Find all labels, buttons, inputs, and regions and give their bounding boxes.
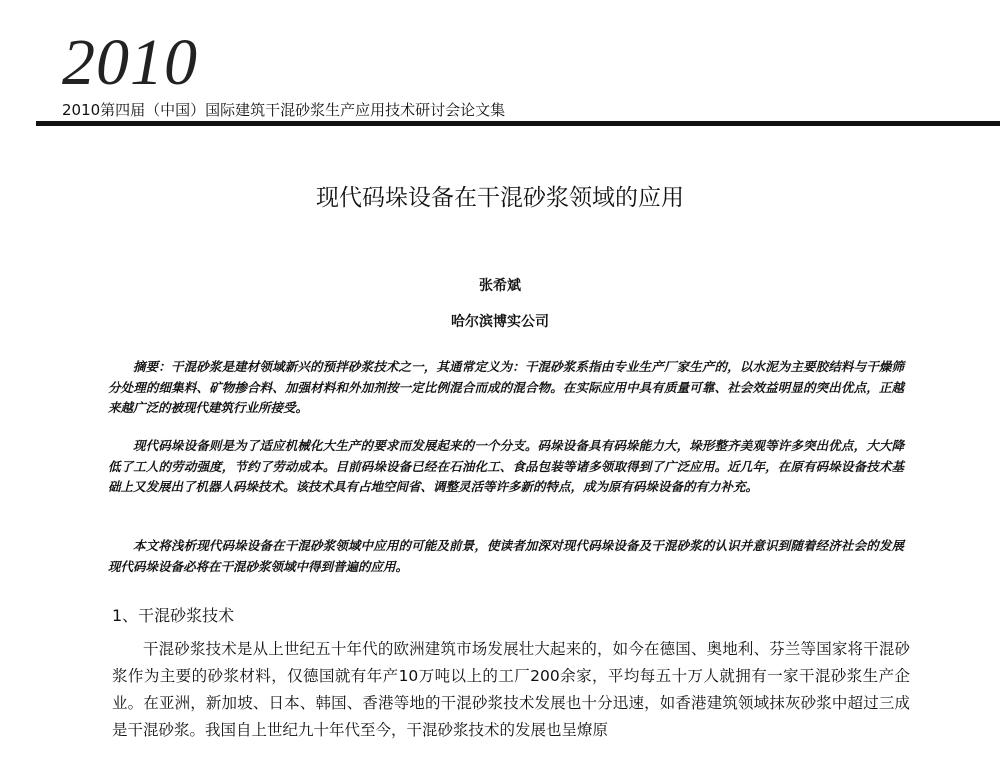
author-affiliation: 哈尔滨博实公司 — [451, 314, 549, 330]
abstract-paragraph: 摘要：干混砂浆是建材领域新兴的预拌砂浆技术之一，其通常定义为：干混砂浆系指由专业生产厂家生产的，以水泥为主要胶结料与干燥筛分处理的细集料、矿物掺合料、加强材料和外加剂按一定比例混合而成的混合物。在实际应用中具有质量可靠、社会效益明显的突出优点，正越来越广泛的被现代建筑行业所接受。 — [108, 359, 904, 415]
section-heading: 1、干混砂浆技术 — [112, 606, 235, 625]
proceedings-title: 2010第四届（中国）国际建筑干混砂浆生产应用技术研讨会论文集 — [62, 101, 506, 119]
header-year: 2010 — [62, 26, 198, 99]
paper-title: 现代码垛设备在干混砂浆领域的应用 — [316, 185, 684, 211]
body-paragraph: 干混砂浆技术是从上世纪五十年代的欧洲建筑市场发展壮大起来的，如今在德国、奥地利、芬兰等国家将干混砂浆作为主要的砂浆材料，仅德国就有年产10万吨以上的工厂200余家，平均每五十万人就拥有一家干混砂浆生产企业。在亚洲，新加坡、日本、韩国、香港等地的干混砂浆技术发展也十分迅速，如香港建筑领域抹灰砂浆中超过三成是干混砂浆。我国自上世纪九十年代至今，干混砂浆技术的发展也呈燎原 — [112, 640, 910, 739]
author-name: 张希斌 — [479, 278, 521, 294]
abstract-paragraph: 本文将浅析现代码垛设备在干混砂浆领域中应用的可能及前景，使读者加深对现代码垛设备及干混砂浆的认识并意识到随着经济社会的发展现代码垛设备必将在干混砂浆领域中得到普遍的应用。 — [108, 538, 904, 574]
header-divider — [36, 121, 1000, 126]
abstract-paragraph: 现代码垛设备则是为了适应机械化大生产的要求而发展起来的一个分支。码垛设备具有码垛能力大，垛形整齐美观等许多突出优点，大大降低了工人的劳动强度，节约了劳动成本。目前码垛设备已经在石油化工、食品包装等诸多领取得到了广泛应用。近几年，在原有码垛设备技术基础上又发展出了机器人码垛技术。该技术具有占地空间省、调整灵活等许多新的特点，成为原有码垛设备的有力补充。 — [108, 438, 904, 494]
